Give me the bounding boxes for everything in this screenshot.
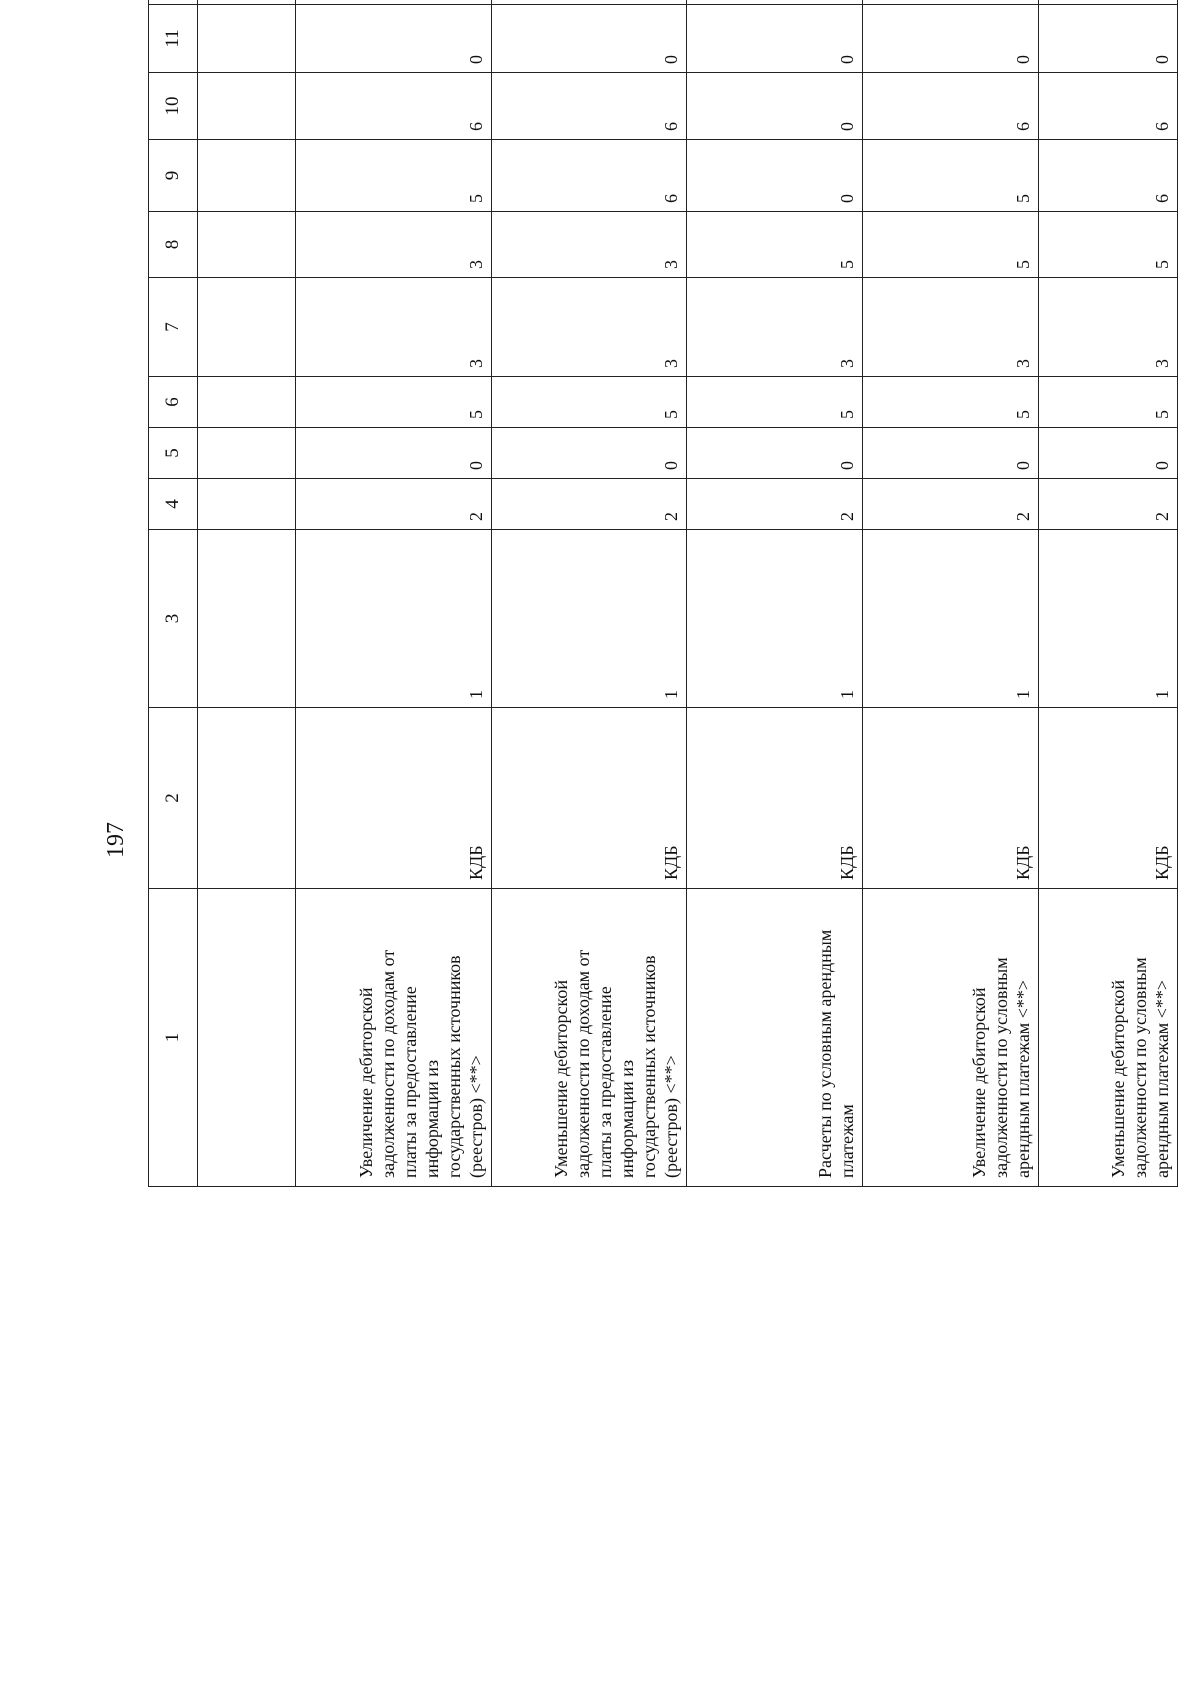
digit-cell-col11: 0	[686, 5, 862, 73]
digit-cell-col7: 3	[491, 278, 686, 377]
description-line: информации из	[421, 1059, 442, 1178]
digit-cell-col5: 0	[862, 428, 1038, 479]
digit-cell-col4	[198, 479, 296, 530]
digit-cell-col3: 1	[862, 530, 1038, 708]
digit-cell-col3: 1	[686, 530, 862, 708]
header-cell: 2	[149, 708, 198, 889]
description-line: задолженности по условным	[990, 957, 1011, 1178]
page-number: 197	[103, 822, 129, 858]
digit-cell-col7: 3	[1038, 278, 1177, 377]
digit-cell-col9	[198, 140, 296, 212]
operation-description-cell	[862, 889, 1038, 1187]
digit-cell-col5: 0	[1038, 428, 1177, 479]
header-cell: 11	[149, 5, 198, 73]
analytics-cell	[1038, 0, 1177, 5]
header-cell: 5	[149, 428, 198, 479]
description-line: (реестров) <**>	[465, 1055, 486, 1178]
digit-cell-col8	[198, 212, 296, 278]
digit-cell-col10: 6	[1038, 73, 1177, 140]
digit-cell-col11	[198, 5, 296, 73]
code-cell: КДБ	[862, 708, 1038, 889]
analytics-cell	[686, 0, 862, 5]
description-line: платежам	[836, 1104, 857, 1178]
digit-cell-col3	[198, 530, 296, 708]
description-line: (реестров) <**>	[660, 1055, 681, 1178]
operation-description-cell	[296, 889, 491, 1187]
digit-cell-col5: 0	[686, 428, 862, 479]
description-line: Увеличение дебиторской	[355, 987, 376, 1178]
code-cell: КДБ	[1038, 708, 1177, 889]
digit-cell-col4: 2	[686, 479, 862, 530]
digit-cell-col6: 5	[686, 377, 862, 428]
digit-cell-col11: 0	[1038, 5, 1177, 73]
digit-cell-col6: 5	[296, 377, 491, 428]
operation-description-cell	[491, 889, 686, 1187]
description-line: Уменьшение дебиторской	[550, 979, 571, 1178]
digit-cell-col8: 3	[491, 212, 686, 278]
digit-cell-col3: 1	[1038, 530, 1177, 708]
digit-cell-col8: 5	[686, 212, 862, 278]
digit-cell-col9: 0	[686, 140, 862, 212]
description-line: арендным платежам <**>	[1012, 980, 1033, 1178]
table-row	[862, 0, 1038, 1187]
digit-cell-col10: 6	[491, 73, 686, 140]
digit-cell-col7: 3	[296, 278, 491, 377]
digit-cell-col11: 0	[491, 5, 686, 73]
operation-description-cell	[686, 889, 862, 1187]
digit-cell-col5: 0	[491, 428, 686, 479]
rotated-table-wrapper	[148, 0, 1178, 1187]
description-line: Расчеты по условным арендным	[814, 929, 835, 1178]
digit-cell-col10: 6	[862, 73, 1038, 140]
description-line: платы за предоставление	[594, 986, 615, 1178]
digit-cell-col8: 5	[862, 212, 1038, 278]
analytics-cell	[491, 0, 686, 5]
digit-cell-col9: 6	[491, 140, 686, 212]
description-line: государственных источников	[443, 955, 464, 1178]
description-line: Увеличение дебиторской	[968, 987, 989, 1178]
digit-cell-col9: 5	[296, 140, 491, 212]
description-line: платы за предоставление	[399, 986, 420, 1178]
header-cell: 8	[149, 212, 198, 278]
digit-cell-col11: 0	[862, 5, 1038, 73]
code-cell: КДБ	[686, 708, 862, 889]
analytics-cell	[198, 0, 296, 5]
digit-cell-col7	[198, 278, 296, 377]
header-row	[149, 0, 198, 1187]
digit-cell-col7: 3	[686, 278, 862, 377]
code-cell: КДБ	[296, 708, 491, 889]
digit-cell-col3: 1	[296, 530, 491, 708]
table-row	[1038, 0, 1177, 1187]
description-line: арендным платежам <**>	[1152, 980, 1172, 1178]
table-row	[686, 0, 862, 1187]
digit-cell-col10: 0	[686, 73, 862, 140]
description-line: Уменьшение дебиторской	[1108, 979, 1128, 1178]
code-cell: КДБ	[491, 708, 686, 889]
header-cell: 9	[149, 140, 198, 212]
operation-description-cell	[1038, 889, 1177, 1187]
digit-cell-col4: 2	[1038, 479, 1177, 530]
digit-cell-col9: 5	[862, 140, 1038, 212]
digit-cell-col10	[198, 73, 296, 140]
digit-cell-col8: 3	[296, 212, 491, 278]
table-body	[198, 0, 1178, 1187]
header-cell: 3	[149, 530, 198, 708]
digit-cell-col5: 0	[296, 428, 491, 479]
code-cell	[198, 708, 296, 889]
digit-cell-col4: 2	[296, 479, 491, 530]
digit-cell-col7: 3	[862, 278, 1038, 377]
description-line: государственных источников	[638, 955, 659, 1178]
digit-cell-col6	[198, 377, 296, 428]
table-row	[296, 0, 491, 1187]
digit-cell-col10: 6	[296, 73, 491, 140]
header-cell: 7	[149, 278, 198, 377]
digit-cell-col4: 2	[862, 479, 1038, 530]
digit-cell-col9: 6	[1038, 140, 1177, 212]
header-cell: 1	[149, 889, 198, 1187]
digit-cell-col8: 5	[1038, 212, 1177, 278]
digit-cell-col11: 0	[296, 5, 491, 73]
digit-cell-col3: 1	[491, 530, 686, 708]
description-line: информации из	[616, 1059, 637, 1178]
table-row	[198, 0, 296, 1187]
analytics-cell	[296, 0, 491, 5]
digit-cell-col6: 5	[1038, 377, 1177, 428]
digit-cell-col6: 5	[491, 377, 686, 428]
description-line: задолженности по условным	[1130, 957, 1150, 1178]
digit-cell-col6: 5	[862, 377, 1038, 428]
header-cell: 6	[149, 377, 198, 428]
description-line: задолженности по доходам от	[377, 949, 398, 1178]
header-cell	[149, 0, 198, 5]
digit-cell-col5	[198, 428, 296, 479]
description-line: задолженности по доходам от	[572, 949, 593, 1178]
header-cell: 4	[149, 479, 198, 530]
header-cell: 10	[149, 73, 198, 140]
accounting-table	[148, 0, 1178, 1187]
digit-cell-col4: 2	[491, 479, 686, 530]
operation-description-cell	[198, 889, 296, 1187]
table-row	[491, 0, 686, 1187]
analytics-cell	[862, 0, 1038, 5]
